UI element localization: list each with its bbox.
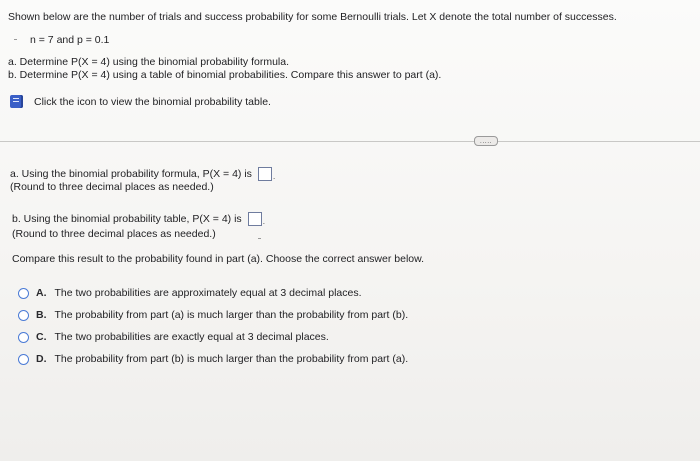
radio-icon[interactable] — [18, 310, 29, 321]
option-d-text: The probability from part (b) is much larger than the probability from part (a). — [54, 353, 409, 365]
option-b-text: The probability from part (a) is much larger than the probability from part (b). — [54, 309, 409, 321]
decorative-mark — [14, 39, 17, 40]
question-intro: Shown below are the number of trials and success probability for some Bernoulli trials. Let X denote the total number of successes. — [8, 11, 617, 23]
option-c[interactable] — [18, 331, 329, 343]
option-b[interactable] — [18, 309, 408, 321]
answer-b-row — [12, 212, 265, 226]
question-part-b: b. Determine P(X = 4) using a table of binomial probabilities. Compare this answer to part (a). — [8, 69, 442, 81]
table-link-row[interactable] — [10, 95, 271, 108]
option-d[interactable] — [18, 353, 408, 365]
answer-b-input[interactable] — [248, 212, 262, 226]
option-a[interactable] — [18, 287, 362, 299]
table-link-label: Click the icon to view the binomial probability table. — [34, 95, 271, 108]
question-params: n = 7 and p = 0.1 — [30, 34, 110, 46]
answer-b-prompt: b. Using the binomial probability table, P(X = 4) is — [12, 212, 242, 225]
question-part-a: a. Determine P(X = 4) using the binomial probability formula. — [8, 56, 290, 68]
radio-icon[interactable] — [18, 288, 29, 299]
compare-prompt: Compare this result to the probability found in part (a). Choose the correct answer below. — [12, 253, 425, 265]
option-a-letter: A. — [36, 287, 47, 299]
option-b-letter: B. — [36, 309, 47, 321]
option-c-letter: C. — [36, 331, 47, 343]
answer-a-prompt: a. Using the binomial probability formula, P(X = 4) is — [10, 167, 252, 180]
option-c-text: The two probabilities are exactly equal at 3 decimal places. — [54, 331, 329, 343]
answer-a-row — [10, 167, 275, 181]
radio-icon[interactable] — [18, 354, 29, 365]
option-a-text: The two probabilities are approximately equal at 3 decimal places. — [54, 287, 362, 299]
answer-b-note: (Round to three decimal places as needed.) — [12, 228, 216, 240]
answer-b-period: . — [262, 216, 266, 226]
book-icon[interactable] — [10, 95, 23, 108]
option-d-letter: D. — [36, 353, 47, 365]
answer-a-period: . — [272, 171, 276, 181]
answer-a-note: (Round to three decimal places as needed.) — [10, 181, 214, 193]
answer-a-input[interactable] — [258, 167, 272, 181]
more-button[interactable]: ..... — [474, 136, 498, 146]
radio-icon[interactable] — [18, 332, 29, 343]
decorative-mark — [258, 238, 261, 239]
section-divider — [0, 141, 700, 142]
